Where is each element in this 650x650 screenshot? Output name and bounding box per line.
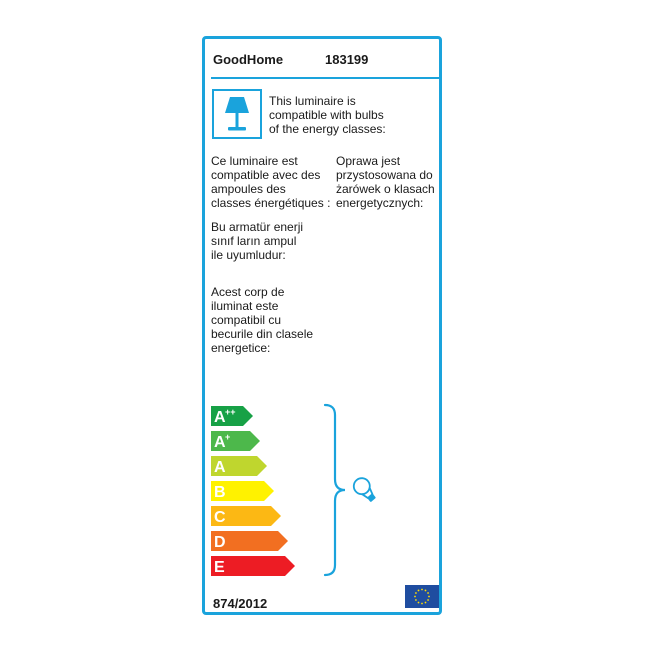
text-line: compatible avec des xyxy=(211,168,321,182)
energy-class-arrow xyxy=(211,406,253,426)
energy-class-arrow xyxy=(211,456,267,476)
bracket-icon xyxy=(323,403,347,582)
flag-star xyxy=(418,602,420,604)
text-line: energetycznych: xyxy=(336,196,424,210)
energy-class-letter: A xyxy=(214,434,226,451)
model-number: 183199 xyxy=(325,52,369,67)
flag-star xyxy=(427,592,429,594)
energy-class-letter: B xyxy=(214,484,226,501)
energy-class-superscript: ++ xyxy=(225,407,236,417)
flag-star xyxy=(425,590,427,592)
regulation-number: 874/2012 xyxy=(213,596,268,611)
energy-class-superscript: + xyxy=(225,432,231,442)
text-line: of the energy classes: xyxy=(269,122,386,136)
text-english xyxy=(269,94,439,136)
energy-label xyxy=(202,36,442,615)
text-line: iluminat este xyxy=(211,299,279,313)
flag-star xyxy=(415,592,417,594)
text-line: żarówek o klasach xyxy=(336,182,435,196)
flag-star xyxy=(418,590,420,592)
energy-class-arrow xyxy=(211,556,295,576)
text-line: Oprawa jest xyxy=(336,154,401,168)
text-line: energetice: xyxy=(211,341,271,355)
text-line: compatible with bulbs xyxy=(269,108,384,122)
energy-class-arrow xyxy=(211,506,281,526)
text-line: Acest corp de xyxy=(211,285,285,299)
text-turkish xyxy=(211,220,336,262)
text-line: Bu armatür enerji xyxy=(211,220,304,234)
energy-class-arrow xyxy=(211,481,274,501)
text-line: compatibil cu xyxy=(211,313,282,327)
energy-class-letter: E xyxy=(214,559,225,576)
energy-class-letter: A xyxy=(214,459,226,476)
table-lamp-icon xyxy=(212,89,262,139)
flag-star xyxy=(425,602,427,604)
energy-class-letter: C xyxy=(214,509,226,526)
flag-star xyxy=(427,599,429,601)
text-line: sınıf ların ampul xyxy=(211,234,297,248)
flag-star xyxy=(421,603,423,605)
energy-class-arrow xyxy=(211,431,260,451)
text-line: Ce luminaire est xyxy=(211,154,298,168)
text-line: przystosowana do xyxy=(336,168,433,182)
brand-name: GoodHome xyxy=(213,52,284,67)
flag-star xyxy=(428,596,430,598)
flag-star xyxy=(421,589,423,591)
text-french xyxy=(211,154,336,210)
text-line: classes énergétiques : xyxy=(211,196,331,210)
text-line: ampoules des xyxy=(211,182,286,196)
flag-star xyxy=(414,596,416,598)
text-romanian xyxy=(211,285,336,355)
text-line: ile uyumludur: xyxy=(211,248,286,262)
light-bulb-icon xyxy=(347,473,383,512)
energy-class-letter: A xyxy=(214,409,226,426)
flag-star xyxy=(415,599,417,601)
header-divider xyxy=(211,77,439,79)
text-line: becurile din clasele xyxy=(211,327,314,341)
eu-flag-icon xyxy=(405,585,439,608)
text-polish xyxy=(336,154,444,210)
energy-class-letter: D xyxy=(214,534,226,551)
energy-class-arrow xyxy=(211,531,288,551)
text-line: This luminaire is xyxy=(269,94,356,108)
